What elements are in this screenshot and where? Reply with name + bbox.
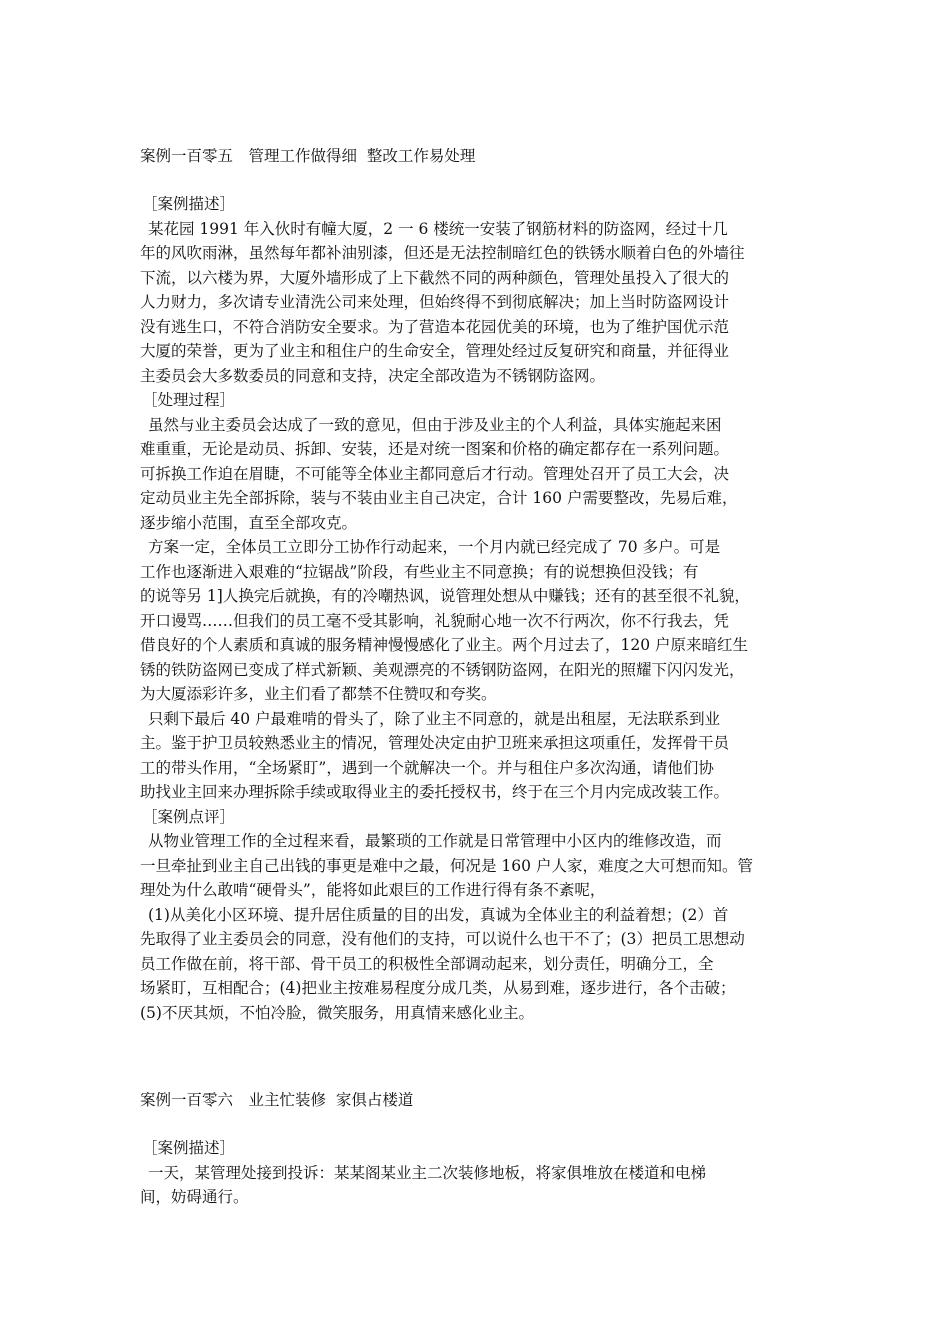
paragraph-line: 工的带头作用，“全场紧盯”，遇到一个就解决一个。并与租住户多次沟通，请他们协 xyxy=(140,758,714,777)
case-105-description-body xyxy=(140,217,808,389)
case-106-description-body xyxy=(140,1161,808,1210)
paragraph-line: 主。鉴于护卫员较熟悉业主的情况，管理处决定由护卫班来承担这项重任，发挥骨干员 xyxy=(140,734,730,752)
paragraph-line: 人力财力，多次请专业清洗公司来处理，但始终得不到彻底解决；加上当时防盗网设计 xyxy=(140,293,730,311)
paragraph-line: 没有逃生口，不符合消防安全要求。为了营造本花园优美的环境，也为了维护国优示范 xyxy=(140,317,730,336)
paragraph-line: 定动员业主先全部拆除，装与不装由业主自己决定，合计 160 户需要整改，先易后难， xyxy=(140,489,738,507)
case-105-process-body xyxy=(140,413,808,805)
paragraph-line: 方案一定，全体员工立即分工协作行动起来，一个月内就已经完成了 70 多户。可是 xyxy=(148,538,721,556)
case-105-process-heading: ［处理过程］ xyxy=(142,391,236,409)
paragraph-line: (5)不厌其烦，不怕冷脸，微笑服务，用真情来感化业主。 xyxy=(140,1003,534,1022)
paragraph-line: 某花园 1991 年入伙时有幢大厦，2 一 6 楼统一安装了钢筋材料的防盗网，经过十几 xyxy=(148,219,728,238)
paragraph-line: 大厦的荣誉，更为了业主和租住户的生命安全，管理处经过反复研究和商量，并征得业 xyxy=(140,342,730,360)
paragraph-line: 开口谩骂……但我们的员工毫不受其影响，礼貌耐心地一次不行两次，你不行我去，凭 xyxy=(140,611,730,630)
paragraph-line: 从物业管理工作的全过程来看，最繁琐的工作就是日常管理中小区内的维修改造，而 xyxy=(148,832,722,850)
paragraph-line: 年的风吹雨淋，虽然每年都补油别漆，但还是无法控制暗红色的铁锈水顺着白色的外墙往 xyxy=(140,244,745,262)
paragraph-line: 只剩下最后 40 户最难啃的骨头了，除了业主不同意的，就是出租屋，无法联系到业 xyxy=(148,709,721,728)
paragraph-line: 借良好的个人素质和真诚的服务精神慢慢感化了业主。两个月过去了，120 户原来暗红生 xyxy=(140,636,749,654)
paragraph-line: 锈的铁防盗网已变成了样式新颖、美观漂亮的不锈钢防盗网，在阳光的照耀下闪闪发光， xyxy=(140,660,745,679)
paragraph-line: 难重重，无论是动员、拆卸、安装，还是对统一图案和价格的确定都存在一系列问题。 xyxy=(140,440,730,458)
paragraph-line: 工作也逐渐进入艰难的“拉锯战”阶段，有些业主不同意换；有的说想换但没钱；有 xyxy=(140,562,699,581)
case-105-review-body xyxy=(140,829,808,1025)
paragraph-line: 间，妨碍通行。 xyxy=(140,1188,249,1206)
paragraph-line: 理处为什么敢啃“硬骨头”，能将如此艰巨的工作进行得有条不紊呢， xyxy=(140,881,606,899)
paragraph-line: 可拆换工作迫在眉睫，不可能等全体业主都同意后才行动。管理处召开了员工大会，决 xyxy=(140,464,730,483)
paragraph-line: 员工作做在前，将干部、骨干员工的积极性全部调动起来，划分责任，明确分工，全 xyxy=(140,954,714,973)
case-105 xyxy=(140,144,808,1025)
paragraph-line: (1)从美化小区环境、提升居住质量的目的出发，真诚为全体业主的利益着想；(2）首 xyxy=(148,905,729,924)
case-106-description-heading: ［案例描述］ xyxy=(142,1139,236,1157)
paragraph-line: 的说等另 1]人换完后就换，有的冷嘲热讽，说管理处想从中赚钱；还有的甚至很不礼貌， xyxy=(140,587,750,605)
paragraph-line: 一天，某管理处接到投诉：某某阁某业主二次装修地板，将家俱堆放在楼道和电梯 xyxy=(148,1163,707,1182)
paragraph-line: 逐步缩小范围，直至全部攻克。 xyxy=(140,513,358,532)
case-106-title: 案例一百零六 业主忙装修 家俱占楼道 xyxy=(140,1091,414,1109)
case-105-title: 案例一百零五 管理工作做得细 整改工作易处理 xyxy=(140,147,476,165)
paragraph-line: 为大厦添彩许多，业主们看了都禁不住赞叹和夸奖。 xyxy=(140,685,497,703)
paragraph-line: 助找业主回来办理拆除手续或取得业主的委托授权书，终于在三个月内完成改装工作。 xyxy=(140,783,730,801)
paragraph-line: 主委员会大多数委员的同意和支持，决定全部改造为不锈钢防盗网。 xyxy=(140,366,606,385)
case-106 xyxy=(140,1088,808,1210)
case-105-description-heading: ［案例描述］ xyxy=(142,195,236,213)
paragraph-line: 虽然与业主委员会达成了一致的意见，但由于涉及业主的个人利益，具体实施起来困 xyxy=(148,415,722,434)
paragraph-line: 场紧盯，互相配合；(4)把业主按难易程度分成几类，从易到难，逐步进行，各个击破； xyxy=(140,979,736,997)
paragraph-line: 先取得了业主委员会的同意，没有他们的支持，可以说什么也干不了；(3）把员工思想动 xyxy=(140,930,745,948)
case-105-review-heading: ［案例点评］ xyxy=(142,807,236,826)
paragraph-line: 一旦牵扯到业主自己出钱的事更是难中之最，何况是 160 户人家，难度之大可想而知。管 xyxy=(140,856,753,875)
paragraph-line: 下流，以六楼为界，大厦外墙形成了上下截然不同的两种颜色，管理处虽投入了很大的 xyxy=(140,268,730,287)
